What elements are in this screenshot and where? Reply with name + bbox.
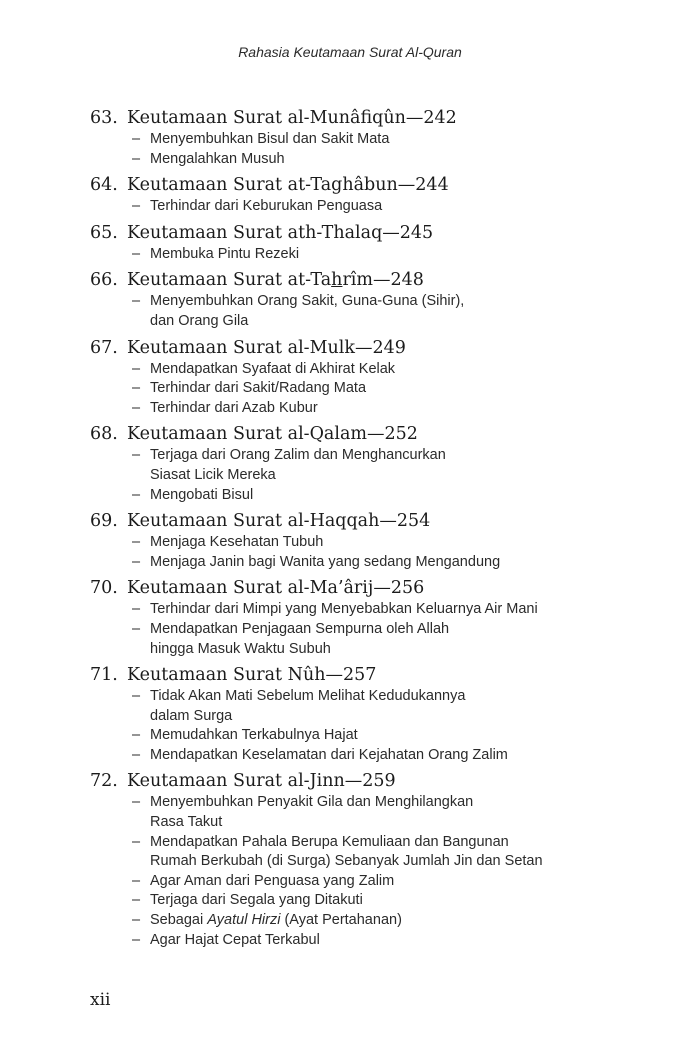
page-number: xii (90, 990, 111, 1010)
list-item: – Tidak Akan Mati Sebelum Melihat Kedudukannya dalam Surga (90, 687, 650, 726)
list-item: – Agar Hajat Cepat Terkabul (90, 931, 650, 951)
toc-entry (90, 769, 650, 950)
table-of-contents (90, 106, 650, 954)
list-item: – Terhindar dari Azab Kubur (90, 399, 650, 419)
entry-heading (90, 106, 650, 130)
toc-entry (90, 173, 650, 217)
entry-heading (90, 663, 650, 687)
toc-entry (90, 106, 650, 169)
list-item: – Menjaga Janin bagi Wanita yang sedang Mengandung (90, 553, 650, 573)
toc-entry (90, 663, 650, 765)
toc-entry (90, 509, 650, 572)
list-item: – Terhindar dari Mimpi yang Menyebabkan Keluarnya Air Mani (90, 600, 650, 620)
entry-title: Keutamaan Surat al-Jinn—259 (127, 771, 396, 792)
entry-title: Keutamaan Surat ath-Thalaq—245 (127, 222, 434, 243)
entry-number: 69. (90, 511, 118, 532)
toc-entry (90, 576, 650, 659)
entry-heading (90, 422, 650, 446)
list-item: – Terhindar dari Keburukan Penguasa (90, 197, 650, 217)
toc-entry (90, 422, 650, 505)
list-item: – Terjaga dari Orang Zalim dan Menghancurkan Siasat Licik Mereka (90, 446, 650, 485)
entry-title: Keutamaan Surat at-Taghâbun—244 (127, 175, 449, 196)
entry-number: 63. (90, 108, 118, 128)
list-item: – Sebagai Ayatul Hirzi (Ayat Pertahanan) (90, 911, 650, 931)
entry-number: 72. (90, 771, 118, 792)
list-item: – Menyembuhkan Penyakit Gila dan Menghilangkan Rasa Takut (90, 793, 650, 832)
list-item: – Memudahkan Terkabulnya Hajat (90, 726, 650, 746)
entry-number: 71. (90, 665, 118, 686)
entry-heading (90, 576, 650, 600)
entry-number: 65. (90, 222, 118, 243)
toc-entry (90, 221, 650, 265)
entry-heading (90, 509, 650, 533)
list-item: – Agar Aman dari Penguasa yang Zalim (90, 872, 650, 892)
entry-title: Keutamaan Surat al-Munâfiqûn—242 (127, 108, 457, 128)
entry-title: Keutamaan Surat Nûh—257 (127, 665, 377, 686)
list-item: – Terjaga dari Segala yang Ditakuti (90, 891, 650, 911)
entry-heading (90, 173, 650, 197)
italic-term: Ayatul Hirzi (207, 912, 281, 929)
entry-title: Keutamaan Surat al-Qalam—252 (127, 424, 418, 445)
entry-number: 70. (90, 578, 118, 599)
entry-number: 66. (90, 270, 118, 291)
entry-number: 64. (90, 175, 118, 196)
underdot-letter: h (331, 270, 343, 291)
entry-number: 67. (90, 337, 118, 358)
list-item: – Membuka Pintu Rezeki (90, 245, 650, 265)
list-item: – Menyembuhkan Orang Sakit, Guna-Guna (Sihir), dan Orang Gila (90, 292, 650, 331)
list-item: – Terhindar dari Sakit/Radang Mata (90, 379, 650, 399)
entry-heading (90, 221, 650, 245)
entry-number: 68. (90, 424, 118, 445)
entry-title: Keutamaan Surat al-Ma’ârij—256 (127, 578, 425, 599)
list-item: – Mendapatkan Syafaat di Akhirat Kelak (90, 360, 650, 380)
list-item: – Menjaga Kesehatan Tubuh (90, 533, 650, 553)
list-item: – Mendapatkan Keselamatan dari Kejahatan Orang Zalim (90, 746, 650, 766)
list-item: – Mengobati Bisul (90, 486, 650, 506)
entry-title: Keutamaan Surat at-Tahrîm—248 (127, 270, 424, 291)
entry-heading (90, 268, 650, 292)
list-item: – Mendapatkan Pahala Berupa Kemuliaan dan Bangunan Rumah Berkubah (di Surga) Sebanyak Jumlah Jin dan Setan (90, 833, 650, 872)
toc-entry (90, 268, 650, 331)
entry-heading (90, 336, 650, 360)
entry-heading (90, 769, 650, 793)
list-item: – Mengalahkan Musuh (90, 150, 650, 170)
list-item: – Menyembuhkan Bisul dan Sakit Mata (90, 130, 650, 150)
entry-title: Keutamaan Surat al-Mulk—249 (127, 337, 406, 358)
running-header: Rahasia Keutamaan Surat Al-Quran (238, 44, 462, 60)
list-item: – Mendapatkan Penjagaan Sempurna oleh Allah hingga Masuk Waktu Subuh (90, 620, 650, 659)
entry-title: Keutamaan Surat al-Haqqah—254 (127, 511, 431, 532)
toc-entry (90, 336, 650, 419)
